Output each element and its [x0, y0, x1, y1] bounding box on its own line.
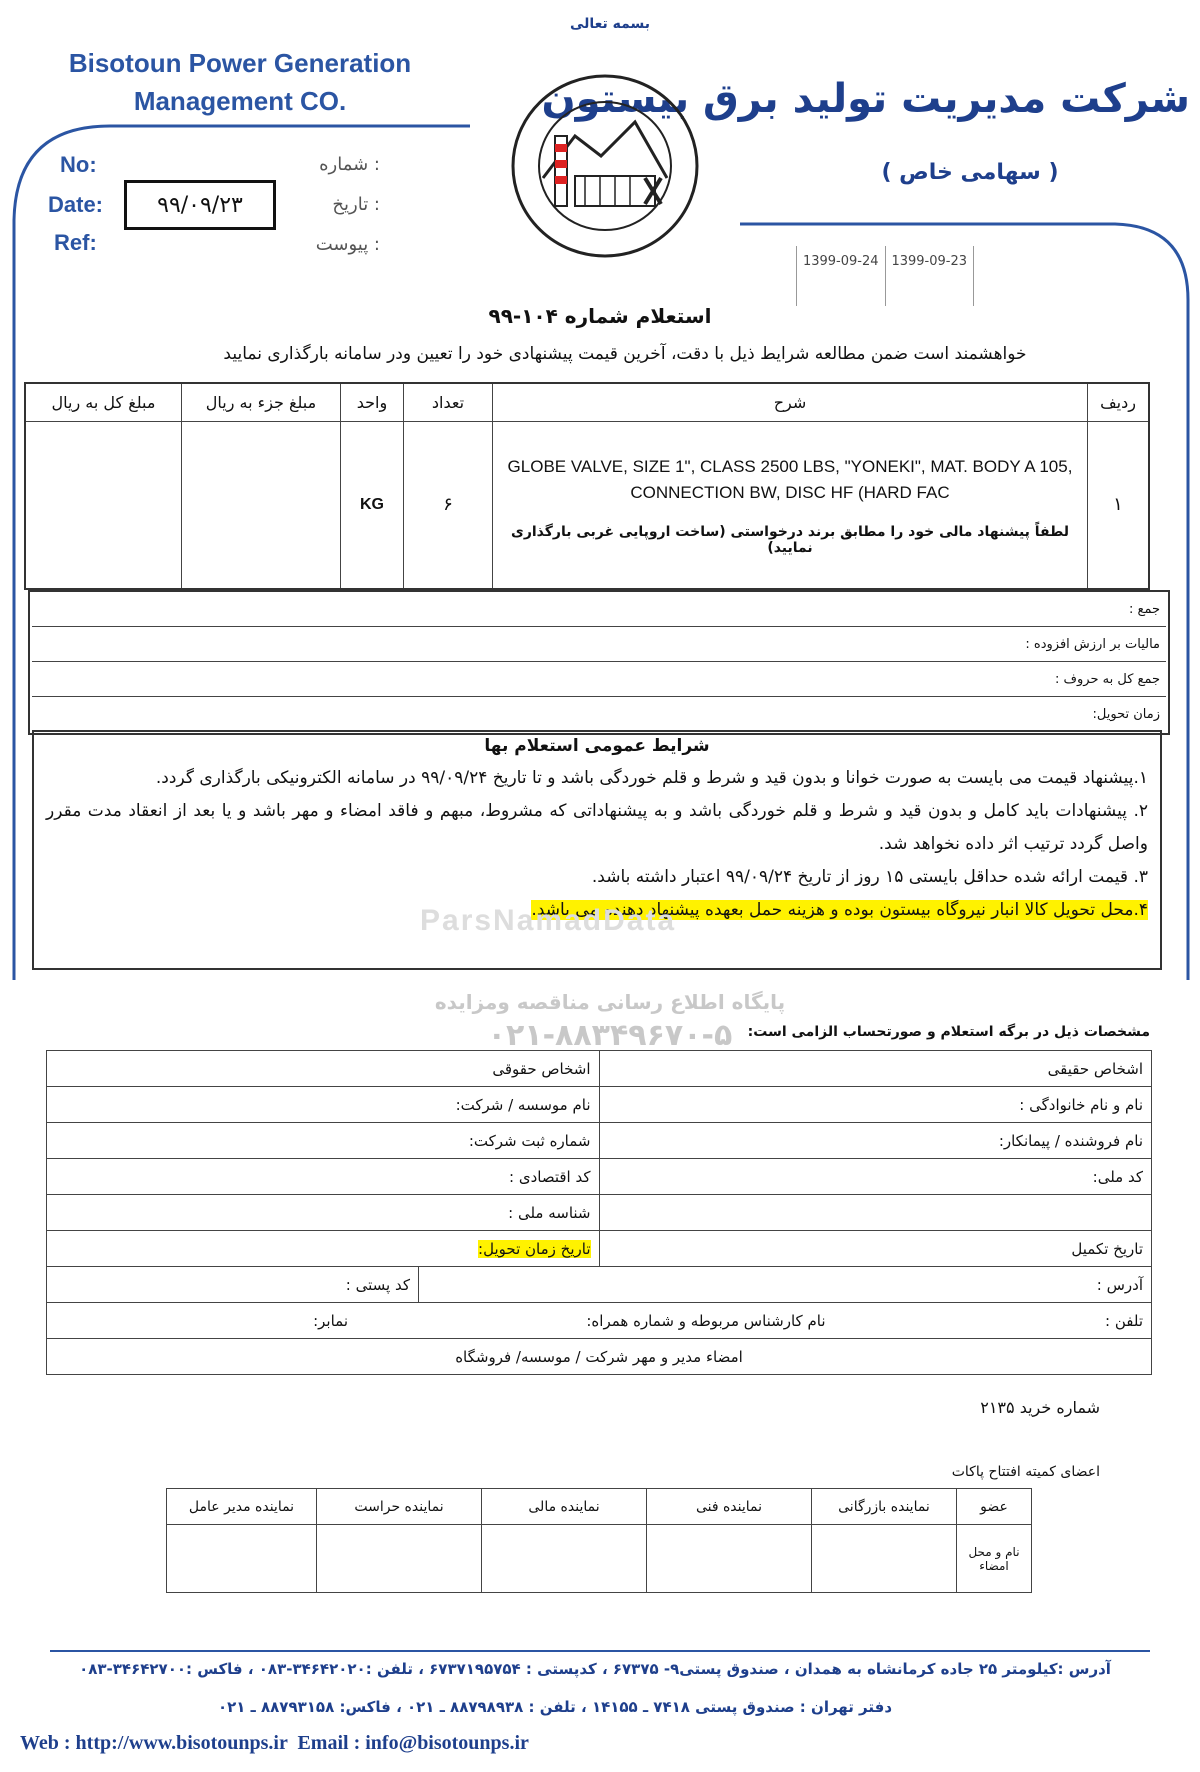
- committee-sign-security: [317, 1525, 482, 1593]
- items-table: [24, 382, 1150, 590]
- spec-phone: تلفن :: [1105, 1311, 1143, 1330]
- company-type-fa: ( سهامی خاص ): [881, 160, 1059, 185]
- watermark-line2: ۰۲۱-۸۸۳۴۹۶۷۰-۵: [487, 1018, 733, 1053]
- footer-divider: [50, 1650, 1150, 1652]
- spec-company-reg-no: شماره ثبت شرکت:: [47, 1123, 600, 1159]
- committee-sign-commercial: [812, 1525, 957, 1593]
- committee-col-ceo: نماینده مدیر عامل: [167, 1489, 317, 1525]
- company-seal: [505, 66, 705, 266]
- spec-postal-code: کد پستی :: [47, 1267, 419, 1303]
- spec-completion-date: تاریخ تکمیل: [599, 1231, 1152, 1267]
- committee-sign-financial: [482, 1525, 647, 1593]
- row-description-cell: [493, 421, 1088, 589]
- summary-sum: جمع :: [32, 594, 1166, 627]
- seal-logo-icon: [505, 66, 705, 266]
- condition-item-1: ۱.پیشنهاد قیمت می بایست به صورت خوانا و بدون قید و شرط و قلم خوردگی باشد و تا تاریخ ۹۹/۰۹/۲۴ در سامانه الکترونیکی بارگذاری گردد.: [155, 768, 1148, 788]
- col-row: ردیف: [1088, 383, 1150, 421]
- stamp-date-2: 1399-09-23: [891, 254, 968, 269]
- date-label-fa: : تاریخ: [332, 194, 380, 215]
- spec-national-id: شناسه ملی :: [47, 1195, 600, 1231]
- row-note: لطفاً پیشنهاد مالی خود را مطابق برند درخواستی (ساخت اروپایی غربی بارگذاری نمایید): [510, 523, 1070, 556]
- purchase-number: شماره خرید ۲۱۳۵: [980, 1398, 1100, 1417]
- summary-delivery-time: زمان تحویل:: [1092, 707, 1160, 722]
- footer-web-email: Web : http://www.bisotounps.ir Email : info@bisotounps.ir: [20, 1732, 529, 1754]
- summary-block: [28, 590, 1170, 735]
- committee-col-commercial: نماینده بازرگانی: [812, 1489, 957, 1525]
- inquiry-title: استعلام شماره ۱۰۴-۹۹: [488, 304, 712, 328]
- date-box: [124, 180, 276, 230]
- committee-sign-technical: [647, 1525, 812, 1593]
- committee-title: اعضای کمیته افتتاح پاکات: [951, 1464, 1100, 1480]
- col-unit-price: مبلغ جزء به ریال: [182, 383, 341, 421]
- row-unit: KG: [341, 421, 404, 589]
- items-table-header: [25, 383, 1149, 421]
- stamp-date-1: 1399-09-24: [797, 246, 886, 306]
- spec-contact-row: [47, 1303, 1152, 1339]
- spec-address: آدرس :: [419, 1267, 1152, 1303]
- footer-address: آدرس :کیلومتر ۲۵ جاده کرمانشاه به همدان ، صندوق پستی۹- ۶۷۳۷۵ ، کدپستی : ۶۷۳۷۱۹۵۷۵۴ ، تلفن :۳۴۶۴۲۰۲۰-۰۸۳ ، فاکس :۳۴۶۴۲۷۰۰-۰۸۳: [79, 1660, 1111, 1678]
- committee-sign-ceo: [167, 1525, 317, 1593]
- conditions-title: شرایط عمومی استعلام بها: [484, 736, 710, 756]
- row-qty: ۶: [404, 421, 493, 589]
- specs-table: [46, 1050, 1152, 1375]
- spec-delivery-date: تاریخ زمان تحویل:: [478, 1239, 591, 1258]
- spec-expert-name: نام کارشناس مربوطه و شماره همراه:: [586, 1311, 826, 1330]
- spec-institution-name: نام موسسه / شرکت:: [47, 1087, 600, 1123]
- received-stamp: [796, 246, 974, 306]
- committee-col-financial: نماینده مالی: [482, 1489, 647, 1525]
- no-label-fa: : شماره: [319, 154, 380, 175]
- date-value: ۹۹/۰۹/۲۳: [157, 192, 243, 218]
- spec-legal-persons: اشخاص حقوقی: [47, 1051, 600, 1087]
- condition-item-2: ۲. پیشنهادات باید کامل و بدون قید و شرط و قلم خوردگی باشد و به پیشنهاداتی که مشروط، مبهم و فاقد امضاء و مهر باشد و یا بعد از انعقاد مدت مقرر واصل گردد ترتیب اثر داده نخواهد شد.: [46, 801, 1148, 854]
- committee-col-security: نماینده حراست: [317, 1489, 482, 1525]
- committee-col-technical: نماینده فنی: [647, 1489, 812, 1525]
- watermark-brand: ParsNamadData: [420, 904, 677, 937]
- spec-first-last-name: نام و نام خانوادگی :: [599, 1087, 1152, 1123]
- spec-national-code: کد ملی:: [599, 1159, 1152, 1195]
- ref-label-en: Ref:: [54, 230, 97, 255]
- row-total-price: [25, 421, 182, 589]
- footer-tehran-office: دفتر تهران : صندوق پستی ۷۴۱۸ ـ ۱۴۱۵۵ ، تلفن : ۸۸۷۹۸۹۳۸ ـ ۰۲۱ ، فاکس: ۸۸۷۹۳۱۵۸ ـ ۰۲۱: [217, 1698, 893, 1716]
- no-label-en: No:: [60, 152, 97, 177]
- committee-table: [166, 1488, 1032, 1593]
- spec-natural-persons: اشخاص حقیقی: [599, 1051, 1152, 1087]
- col-total-price: مبلغ کل به ریال: [25, 383, 182, 421]
- col-unit: واحد: [341, 383, 404, 421]
- spec-economic-code: کد اقتصادی :: [47, 1159, 600, 1195]
- col-description: شرح: [493, 383, 1088, 421]
- condition-item-3: ۳. قیمت ارائه شده حداقل بایستی ۱۵ روز از تاریخ ۹۹/۰۹/۲۴ اعتبار داشته باشد.: [591, 867, 1148, 887]
- date-label-en: Date:: [48, 192, 104, 217]
- spec-signature: امضاء مدیر و مهر شرکت / موسسه/ فروشگاه: [47, 1339, 1152, 1375]
- company-name-en-line1: Bisotoun Power Generation: [68, 48, 412, 78]
- table-row: [25, 421, 1149, 589]
- spec-seller-name: نام فروشنده / پیمانکار:: [599, 1123, 1152, 1159]
- row-unit-price: [182, 421, 341, 589]
- condition-item-4: ۴.محل تحویل کالا انبار نیروگاه بیستون بوده و هزینه حمل بعهده پیشنهاد دهنده می باشد.: [531, 900, 1148, 920]
- col-qty: تعداد: [404, 383, 493, 421]
- specs-title: مشخصات ذیل در برگه استعلام و صورتحساب الزامی است:: [747, 1024, 1150, 1040]
- company-name-en-line2: Management CO.: [133, 86, 347, 116]
- company-name-fa: شرکت مدیریت تولید برق بیستون: [541, 76, 1190, 122]
- inquiry-intro: خواهشمند است ضمن مطالعه شرایط ذیل با دقت، آخرین قیمت پیشنهادی خود را تعیین ودر سامانه بارگذاری نمایید: [223, 344, 1027, 364]
- committee-row-label: نام و محل امضاء: [957, 1525, 1032, 1593]
- committee-col-member: عضو: [957, 1489, 1032, 1525]
- summary-vat: مالیات بر ارزش افزوده :: [32, 629, 1166, 662]
- row-number: ۱: [1088, 421, 1150, 589]
- summary-sum-words: جمع کل به حروف :: [32, 664, 1166, 697]
- ref-label-fa: : پیوست: [315, 234, 380, 255]
- row-description: GLOBE VALVE, SIZE 1", CLASS 2500 LBS, "YONEKI", MAT. BODY A 105, CONNECTION BW, DISC HF (HARD FAC: [507, 456, 1073, 502]
- spec-fax: نمابر:: [313, 1311, 348, 1330]
- watermark-line1: پایگاه اطلاع رسانی مناقصه ومزایده: [434, 990, 786, 1014]
- basmala: بسمه تعالی: [569, 16, 651, 32]
